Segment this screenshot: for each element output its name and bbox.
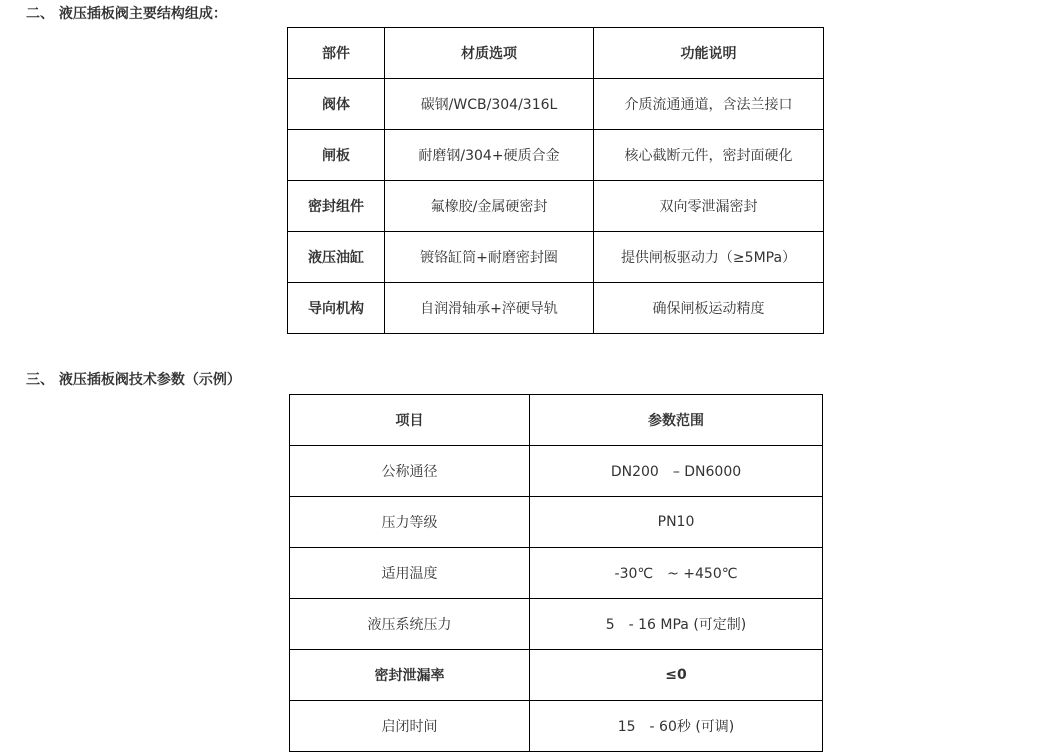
table-row (290, 548, 823, 599)
table-row (288, 130, 824, 181)
table-row (288, 232, 824, 283)
range-cell: ≤0 (530, 650, 823, 701)
function-cell: 提供闸板驱动力（≥5MPa） (594, 232, 824, 283)
table-header-row (290, 395, 823, 446)
function-cell: 确保闸板运动精度 (594, 283, 824, 334)
item-cell: 液压系统压力 (290, 599, 530, 650)
material-cell: 耐磨钢/304+硬质合金 (385, 130, 594, 181)
item-cell: 压力等级 (290, 497, 530, 548)
range-cell: DN200 – DN6000 (530, 446, 823, 497)
item-cell: 启闭时间 (290, 701, 530, 752)
header-cell-range: 参数范围 (530, 395, 823, 446)
table-row (290, 446, 823, 497)
part-cell: 闸板 (288, 130, 385, 181)
function-cell: 核心截断元件，密封面硬化 (594, 130, 824, 181)
part-cell: 液压油缸 (288, 232, 385, 283)
header-cell-function: 功能说明 (594, 28, 824, 79)
item-cell: 密封泄漏率 (290, 650, 530, 701)
material-cell: 碳钢/WCB/304/316L (385, 79, 594, 130)
header-cell-item: 项目 (290, 395, 530, 446)
section-3-heading: 三、 液压插板阀技术参数（示例） (26, 372, 241, 388)
table-row (290, 497, 823, 548)
table-row (290, 701, 823, 752)
parameters-table (289, 394, 823, 752)
table-row (290, 599, 823, 650)
material-cell: 镀铬缸筒+耐磨密封圈 (385, 232, 594, 283)
function-cell: 双向零泄漏密封 (594, 181, 824, 232)
table-row (288, 181, 824, 232)
material-cell: 氟橡胶/金属硬密封 (385, 181, 594, 232)
table-row (290, 650, 823, 701)
table-row (288, 79, 824, 130)
range-cell: -30℃ ~ +450℃ (530, 548, 823, 599)
item-cell: 适用温度 (290, 548, 530, 599)
range-cell: PN10 (530, 497, 823, 548)
range-cell: 15 - 60秒 (可调) (530, 701, 823, 752)
header-cell-material: 材质选项 (385, 28, 594, 79)
function-cell: 介质流通通道，含法兰接口 (594, 79, 824, 130)
section-2-heading: 二、 液压插板阀主要结构组成： (26, 6, 227, 22)
part-cell: 导向机构 (288, 283, 385, 334)
item-cell: 公称通径 (290, 446, 530, 497)
part-cell: 密封组件 (288, 181, 385, 232)
part-cell: 阀体 (288, 79, 385, 130)
structure-table (287, 27, 824, 334)
header-cell-part: 部件 (288, 28, 385, 79)
table-header-row (288, 28, 824, 79)
material-cell: 自润滑轴承+淬硬导轨 (385, 283, 594, 334)
range-cell: 5 - 16 MPa (可定制) (530, 599, 823, 650)
table-row (288, 283, 824, 334)
